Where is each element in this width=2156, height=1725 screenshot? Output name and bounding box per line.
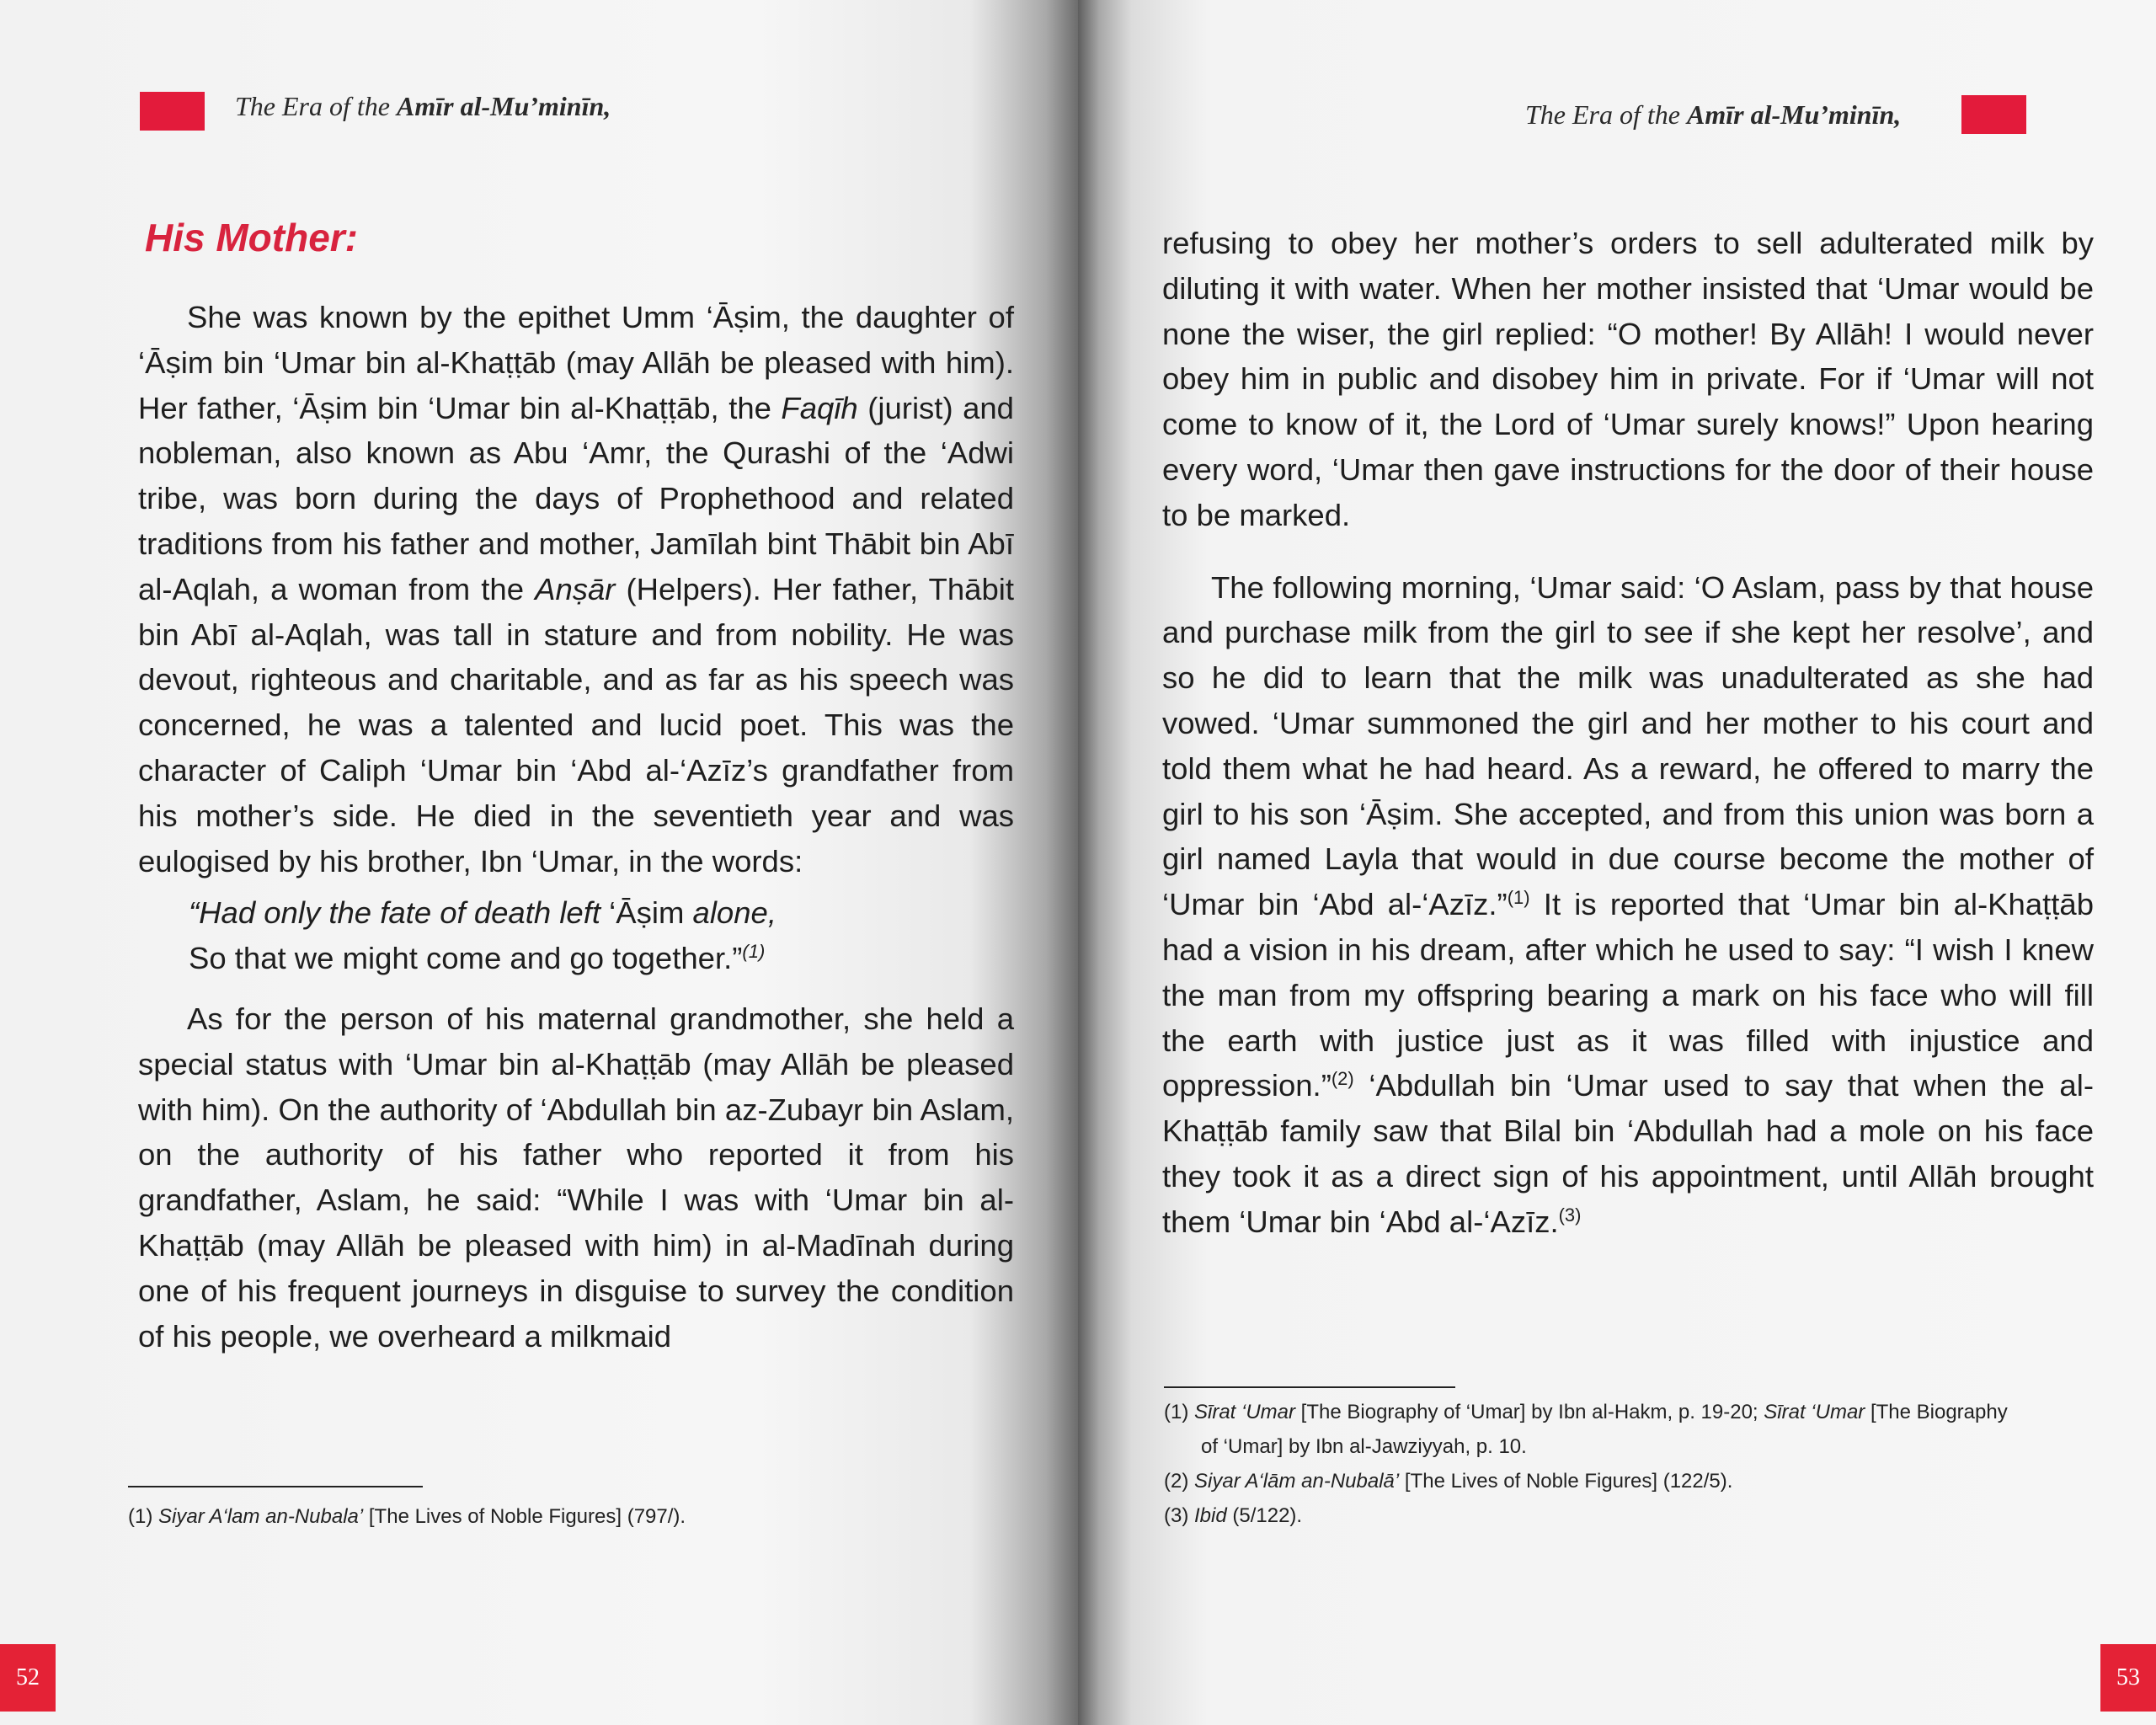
right-body-text — [1162, 221, 2094, 1245]
header-color-block — [140, 92, 205, 131]
footnote-rule — [1164, 1386, 1455, 1388]
footnote-continuation: of ‘Umar] by Ibn al-Jawziyyah, p. 10. — [1201, 1435, 1527, 1458]
page-number: 53 — [2100, 1644, 2156, 1712]
poem-line: “Had only the fate of death left ‘Āṣim alone, — [189, 895, 776, 931]
paragraph: The following morning, ‘Umar said: ‘O Aslam, pass by that house and purchase milk from the girl to see if she kept her resolve’, and so he did to learn that the milk was unadulterated as she had vowed. ‘Umar summoned the girl and her mother to his court and told them what he had heard. As a reward, he offered to marry the girl to his son ‘Āṣim. She accepted, and from this union was born a girl named Layla that would in due course become the mother of ‘Umar bin ‘Abd al-‘Azīz.”$^{(1)}$ It is reported that ‘Umar bin al-Khaṭṭāb had a vision in his dream, after which he used to say: “I wish I knew the man from my offspring bearing a mark on his face who will fill the earth with justice just as it was filled with injustice and oppression.”$^{(2)}$ ‘Abdullah bin ‘Umar used to say that when the al-Khaṭṭāb family saw that Bilal bin ‘Abdullah had a mole on his face they took it as a direct sign of his appointment, until Allāh brought them ‘Umar bin ‘Abd al-‘Azīz.$^{(3)}$ — [1162, 569, 2094, 1239]
header-color-block — [1961, 95, 2026, 134]
footnote-rule — [128, 1486, 423, 1487]
paragraph: She was known by the epithet Umm ‘Āṣim, the daughter of ‘Āṣim bin ‘Umar bin al-Khaṭṭāb (may Allāh be pleased with him). Her father, ‘Āṣim bin ‘Umar bin al-Khaṭṭāb, the Faqīh (jurist) and nobleman, also known as Abu ‘Amr, the Qurashi of the ‘Adwi tribe, was born during the days of Prophethood and related traditions from his father and mother, Jamīlah bint Thābit bin Abī al-Aqlah, a woman from the Anṣār (Helpers). Her father, Thābit bin Abī al-Aqlah, was tall in stature and from nobility. He was devout, righteous and charitable, and as far as his speech was concerned, he was a talented and lucid poet. This was the character of Caliph ‘Umar bin ‘Abd al-‘Azīz’s grandfather from his mother’s side. He died in the seventieth year and was eulogised by his brother, Ibn ‘Umar, in the words: — [138, 300, 1014, 879]
right-page — [1078, 0, 2156, 1725]
poem-line: So that we might come and go together.”$^{(1)}$ — [189, 941, 766, 976]
footnote: (2) Siyar A‘lām an-Nubalā’ [The Lives of Noble Figures] (122/5). — [1164, 1470, 1733, 1493]
section-title: His Mother: — [145, 216, 358, 259]
paragraph: As for the person of his maternal grandmother, she held a special status with ‘Umar bin al-Khaṭṭāb (may Allāh be pleased with him). On the authority of ‘Abdullah bin az-Zubayr bin Aslam, on the authority of his father who reported it from his grandfather, Aslam, he said: “While I was with ‘Umar bin al-Khaṭṭāb (may Allāh be pleased with him) in al-Madīnah during one of his frequent journeys in disguise to survey the condition of his people, we overheard a milkmaid — [138, 1001, 1014, 1354]
right-footnotes — [1164, 1395, 2107, 1533]
poem — [138, 890, 1014, 981]
left-footnotes — [128, 1499, 1012, 1534]
footnote: (1) Siyar A‘lam an-Nubala’ [The Lives of Noble Figures] (797/). — [128, 1505, 686, 1528]
left-body-text — [138, 295, 1014, 1359]
running-head-right: The Era of the Amīr al-Mu’minīn, — [1525, 99, 1902, 130]
footnote: (1) Sīrat ‘Umar [The Biography of ‘Umar] by Ibn al-Hakm, p. 19-20; Sīrat ‘Umar [The Biography — [1164, 1401, 2008, 1423]
footnote: (3) Ibid (5/122). — [1164, 1504, 1303, 1527]
page-number: 52 — [0, 1644, 56, 1712]
running-head-left: The Era of the Amīr al-Mu’minīn, — [235, 91, 611, 121]
paragraph: refusing to obey her mother’s orders to sell adulterated milk by diluting it with water. When her mother insisted that ‘Umar would be none the wiser, the girl replied: “O mother! By Allāh! I would never obey him in public and disobey him in private. For if ‘Umar will not come to know of it, the Lord of ‘Umar surely knows!” Upon hearing every word, ‘Umar then gave instructions for the door of their house to be marked. — [1162, 226, 2094, 532]
